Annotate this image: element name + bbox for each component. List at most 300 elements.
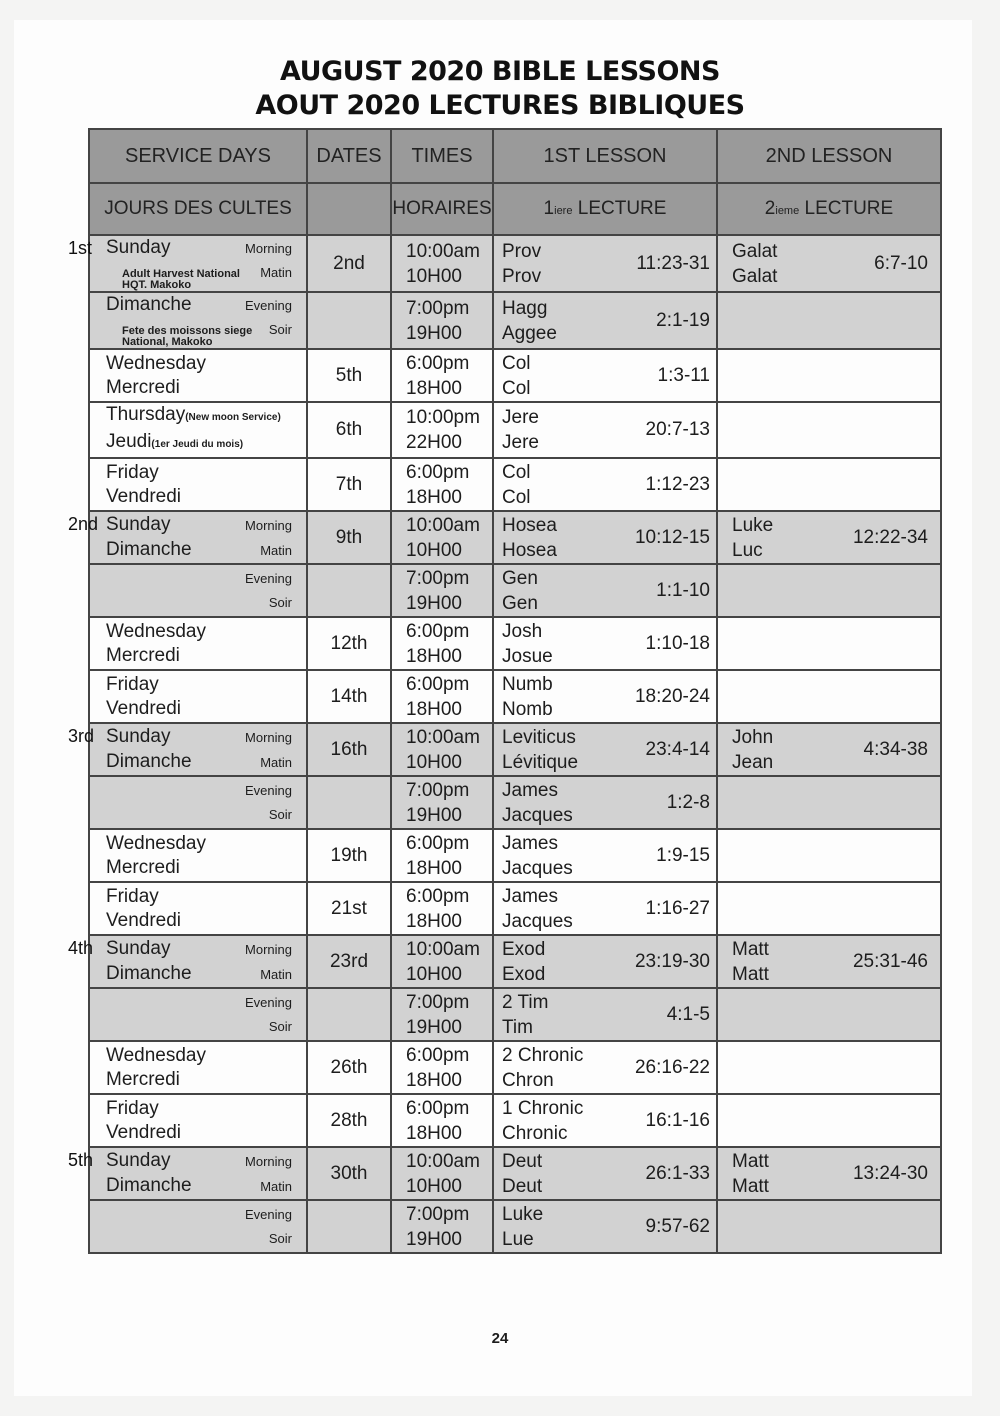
times-cell [391,882,493,935]
second-lecture-sup: ieme [775,205,800,217]
day-name-en: Sunday [106,1149,171,1171]
day-name-fr: Mercredi [106,376,180,398]
service-note: Fete des moissons siege National, Makoko [122,325,253,348]
service-day-cell [89,292,307,349]
evening-label: Evening [245,1206,292,1222]
second-lesson-cell [717,235,941,292]
second-lesson-cell-empty [717,292,941,349]
table-row [89,564,941,617]
week-label: 2nd [68,514,99,534]
table-row [89,349,941,402]
book-fr: Matt [732,1175,769,1197]
first-lesson-cell [493,882,717,935]
lesson-reference: 9:57-62 [645,1215,710,1237]
lesson-reference: 1:2-8 [666,791,710,813]
header-times: TIMES [391,129,493,183]
day-name-en: Sunday [106,725,171,747]
time-fr: 10H00 [406,539,462,561]
lesson-reference: 20:7-13 [645,419,710,440]
times-cell [391,617,493,670]
table-row [89,617,941,670]
second-lesson-cell-empty [717,1200,941,1253]
time-en: 6:00pm [406,832,470,854]
header-second-lecture [717,183,941,235]
book-fr: Gen [502,592,538,614]
week-label: 3rd [68,726,95,746]
first-lecture-word: LECTURE [577,198,667,219]
service-day-cell [68,1147,307,1200]
second-lecture-num: 2 [764,198,776,219]
first-lesson-cell [493,458,717,511]
day-name-en: Friday [106,1097,159,1119]
time-fr: 19H00 [406,592,462,614]
book-fr: Matt [732,963,769,985]
day-name-fr: Vendredi [106,485,182,507]
day-name-fr: Dimanche [106,1174,192,1196]
second-lesson-cell-empty [717,349,941,402]
times-cell [391,935,493,988]
book-en: Josh [502,620,543,642]
times-cell [391,829,493,882]
date-cell: 30th [307,1147,391,1200]
book-en: Hagg [502,297,548,319]
service-day-cell [89,458,307,511]
service-day-cell [89,564,307,617]
day-note-en: (New moon Service) [185,412,281,423]
second-lesson-cell-empty [717,829,941,882]
time-en: 10:00am [406,938,480,960]
time-en: 10:00am [406,726,480,748]
book-fr: Aggee [502,322,557,344]
date-cell: 14th [307,670,391,723]
service-day-cell [89,1094,307,1147]
time-en: 6:00pm [406,461,470,483]
header-service-days: SERVICE DAYS [89,129,307,183]
time-fr: 22H00 [406,432,462,453]
header-first-lecture [493,183,717,235]
times-cell [391,723,493,776]
table-row [89,988,941,1041]
first-lecture-num: 1 [543,198,555,219]
time-en: 10:00am [406,514,480,536]
service-day-cell [89,670,307,723]
day-name-fr: Mercredi [106,644,180,666]
time-fr: 18H00 [406,1122,462,1144]
second-lesson-cell-empty [717,1094,941,1147]
lesson-reference: 13:24-30 [852,1162,928,1184]
book-en: Matt [732,1150,769,1172]
day-name-en: Wednesday [106,352,206,374]
date-cell: 28th [307,1094,391,1147]
book-fr: Jacques [502,910,573,932]
time-fr: 18H00 [406,1069,462,1091]
service-day-cell [68,235,307,292]
book-en: Gen [502,567,538,589]
first-lesson-cell [493,235,717,292]
table-row [89,829,941,882]
date-cell: 5th [307,349,391,402]
day-name-en: Wednesday [106,832,206,854]
lesson-reference: 26:1-33 [645,1162,710,1184]
date-cell: 7th [307,458,391,511]
day-name-en: Sunday [106,937,171,959]
table-row [89,882,941,935]
day-name-fr: Vendredi [106,909,182,931]
book-en: Prov [502,240,542,262]
book-fr: Exod [502,963,546,985]
time-fr: 10H00 [406,1175,462,1197]
book-en: 1 Chronic [502,1097,584,1119]
header-horaires: HORAIRES [391,183,493,235]
first-lesson-cell [493,511,717,564]
soir-label: Soir [268,594,292,610]
times-cell [391,349,493,402]
lesson-reference: 23:4-14 [645,738,710,760]
times-cell [391,1041,493,1094]
lesson-reference: 4:1-5 [666,1003,710,1025]
time-fr: 18H00 [406,486,462,508]
lesson-reference: 12:22-34 [852,526,928,548]
time-fr: 18H00 [406,377,462,399]
book-fr: Jere [502,432,539,453]
second-lesson-cell-empty [717,670,941,723]
service-day-cell [89,829,307,882]
time-fr: 10H00 [406,963,462,985]
table-row [89,670,941,723]
second-lesson-cell-empty [717,776,941,829]
matin-label: Matin [260,754,292,770]
lessons-body [68,235,941,1253]
lesson-reference: 11:23-31 [636,252,710,274]
matin-label: Matin [260,1178,292,1194]
date-cell-empty [307,1200,391,1253]
service-day-cell [89,349,307,402]
book-fr: Chronic [502,1122,568,1144]
service-day-cell [89,1200,307,1253]
second-lesson-cell-empty [717,458,941,511]
day-name-en: Friday [106,673,159,695]
first-lesson-cell [493,935,717,988]
second-lesson-cell-empty [717,988,941,1041]
date-cell: 9th [307,511,391,564]
time-en: 7:00pm [406,1203,470,1225]
time-fr: 18H00 [406,857,462,879]
book-en: James [502,885,558,907]
book-en: Galat [732,240,778,262]
date-cell: 19th [307,829,391,882]
time-en: 7:00pm [406,567,470,589]
lesson-reference: 1:3-11 [657,364,710,386]
first-lesson-cell [493,829,717,882]
service-day-cell [89,882,307,935]
date-cell: 2nd [307,235,391,292]
times-cell [391,402,493,458]
times-cell [391,292,493,349]
soir-label: Soir [268,1230,292,1246]
book-en: 2 Tim [502,991,549,1013]
time-fr: 18H00 [406,910,462,932]
table-row [89,458,941,511]
time-en: 10:00pm [406,407,480,428]
lesson-reference: 2:1-19 [656,309,710,331]
times-cell [391,776,493,829]
soir-label: Soir [268,1018,292,1034]
book-fr: Tim [502,1016,533,1038]
evening-label: Evening [245,570,292,586]
day-name-fr: Jeudi [106,431,152,452]
lessons-table [68,128,942,1254]
times-cell [391,1094,493,1147]
week-label: 5th [68,1150,94,1170]
week-label: 1st [68,238,93,258]
morning-label: Morning [245,1153,292,1169]
day-name-en: Friday [106,885,159,907]
header-dates-fr [307,183,391,235]
first-lesson-cell [493,988,717,1041]
date-cell-empty [307,564,391,617]
book-fr: Jacques [502,804,573,826]
service-day-cell [89,617,307,670]
title-english: AUGUST 2020 BIBLE LESSONS [280,56,720,87]
table-row [89,935,941,988]
time-en: 10:00am [406,1150,480,1172]
time-fr: 18H00 [406,645,462,667]
date-cell-empty [307,292,391,349]
time-fr: 19H00 [406,1228,462,1250]
day-name-fr: Dimanche [106,294,192,315]
second-lesson-cell [717,935,941,988]
morning-label: Morning [245,241,292,256]
header-dates: DATES [307,129,391,183]
times-cell [391,988,493,1041]
day-name-fr: Vendredi [106,1121,182,1143]
week-label: 4th [68,938,94,958]
book-fr: Lévitique [502,751,579,773]
second-lesson-cell-empty [717,882,941,935]
book-en: Col [502,461,531,483]
times-cell [391,564,493,617]
day-name-fr: Mercredi [106,1068,180,1090]
times-cell [391,235,493,292]
table-row [89,1200,941,1253]
date-cell: 23rd [307,935,391,988]
time-fr: 10H00 [406,265,462,287]
second-lesson-cell-empty [717,1041,941,1094]
book-en: Jere [502,407,539,428]
book-en: Exod [502,938,546,960]
day-name-en: Thursday [106,404,186,425]
page-number: 24 [491,1330,509,1347]
time-fr: 19H00 [406,322,462,344]
service-day-cell [89,402,307,458]
time-fr: 19H00 [406,1016,462,1038]
second-lesson-cell-empty [717,564,941,617]
day-name-fr: Dimanche [106,750,192,772]
book-fr: Lue [502,1228,534,1250]
table-row [89,1094,941,1147]
book-en: Deut [502,1150,543,1172]
book-en: Hosea [502,514,557,536]
book-en: Numb [502,673,553,695]
lesson-reference: 4:34-38 [863,738,928,760]
lesson-reference: 26:16-22 [634,1056,710,1078]
matin-label: Matin [260,542,292,558]
time-en: 6:00pm [406,1097,470,1119]
first-lesson-cell [493,1147,717,1200]
lesson-reference: 1:10-18 [645,632,710,654]
times-cell [391,458,493,511]
header-row-french [89,183,941,235]
second-lesson-cell [717,1147,941,1200]
first-lesson-cell [493,564,717,617]
time-en: 7:00pm [406,297,470,319]
table-row [89,235,941,292]
time-en: 7:00pm [406,991,470,1013]
book-fr: Jacques [502,857,573,879]
service-day-cell [89,776,307,829]
book-fr: Nomb [502,698,553,720]
book-fr: Chron [502,1069,554,1091]
first-lesson-cell [493,1094,717,1147]
book-en: Leviticus [502,726,576,748]
book-en: Col [502,352,531,374]
day-name-fr: Vendredi [106,697,182,719]
first-lesson-cell [493,1200,717,1253]
book-fr: Prov [502,265,542,287]
second-lecture-word: LECTURE [804,198,894,219]
morning-label: Morning [245,729,292,745]
day-note-fr: (1er Jeudi du mois) [151,439,244,450]
first-lesson-cell [493,670,717,723]
first-lesson-cell [493,402,717,458]
time-fr: 19H00 [406,804,462,826]
date-cell-empty [307,776,391,829]
book-fr: Col [502,486,531,508]
times-cell [391,1200,493,1253]
book-fr: Josue [502,645,553,667]
lesson-reference: 6:7-10 [874,252,928,274]
morning-label: Morning [245,941,292,957]
day-name-en: Sunday [106,237,171,258]
time-en: 6:00pm [406,620,470,642]
lesson-reference: 16:1-16 [645,1109,710,1131]
second-lesson-cell-empty [717,402,941,458]
header-jours: JOURS DES CULTES [89,183,307,235]
service-note: Adult Harvest National HQT. Makoko [122,268,240,291]
service-day-cell [68,935,307,988]
times-cell [391,1147,493,1200]
second-lesson-cell-empty [717,617,941,670]
time-en: 6:00pm [406,885,470,907]
times-cell [391,670,493,723]
second-lesson-cell [717,511,941,564]
table-row [89,292,941,349]
day-name-fr: Dimanche [106,962,192,984]
first-lesson-cell [493,292,717,349]
lesson-reference: 18:20-24 [634,685,710,707]
lesson-reference: 25:31-46 [852,950,928,972]
lesson-reference: 1:12-23 [645,473,710,495]
time-en: 7:00pm [406,779,470,801]
book-fr: Galat [732,265,778,287]
first-lesson-cell [493,1041,717,1094]
book-fr: Col [502,377,531,399]
book-fr: Luc [732,539,763,561]
time-fr: 10H00 [406,751,462,773]
evening-label: Evening [245,782,292,798]
soir-label: Soir [268,806,292,822]
first-lecture-sup: iere [554,205,573,217]
first-lesson-cell [493,349,717,402]
lesson-reference: 10:12-15 [634,526,710,548]
first-lesson-cell [493,617,717,670]
service-day-cell [89,1041,307,1094]
lesson-reference: 1:9-15 [656,844,710,866]
date-cell-empty [307,988,391,1041]
morning-label: Morning [245,517,292,533]
day-name-en: Sunday [106,513,171,535]
book-fr: Hosea [502,539,557,561]
book-en: 2 Chronic [502,1044,584,1066]
book-fr: Deut [502,1175,543,1197]
day-name-en: Wednesday [106,620,206,642]
lesson-reference: 1:1-10 [656,579,710,601]
book-en: John [732,726,774,748]
day-name-en: Wednesday [106,1044,206,1066]
first-lesson-cell [493,723,717,776]
time-en: 6:00pm [406,352,470,374]
header-row-english [89,129,941,183]
service-day-cell [68,511,307,564]
table-row [89,402,941,458]
book-en: James [502,779,558,801]
day-name-en: Friday [106,461,159,483]
date-cell: 26th [307,1041,391,1094]
second-lesson-cell [717,723,941,776]
service-day-cell [89,988,307,1041]
date-cell: 12th [307,617,391,670]
date-cell: 16th [307,723,391,776]
header-first-lesson: 1ST LESSON [493,129,717,183]
header-second-lesson: 2ND LESSON [717,129,941,183]
book-en: Matt [732,938,769,960]
date-cell: 6th [307,402,391,458]
service-day-cell [68,723,307,776]
day-name-fr: Mercredi [106,856,180,878]
lesson-reference: 23:19-30 [634,950,710,972]
evening-label: Evening [245,994,292,1010]
title-french: AOUT 2020 LECTURES BIBLIQUES [255,90,745,121]
time-en: 10:00am [406,240,480,262]
table-row [89,511,941,564]
evening-label: Evening [245,298,292,313]
table-row [89,1147,941,1200]
soir-label: Soir [268,322,292,337]
date-cell: 21st [307,882,391,935]
day-name-fr: Dimanche [106,538,192,560]
first-lesson-cell [493,776,717,829]
table-row [89,776,941,829]
time-en: 6:00pm [406,1044,470,1066]
book-fr: Jean [732,751,774,773]
times-cell [391,511,493,564]
table-row [89,1041,941,1094]
book-en: Luke [502,1203,544,1225]
lesson-reference: 1:16-27 [645,897,710,919]
time-fr: 18H00 [406,698,462,720]
book-en: James [502,832,558,854]
matin-label: Matin [260,966,292,982]
